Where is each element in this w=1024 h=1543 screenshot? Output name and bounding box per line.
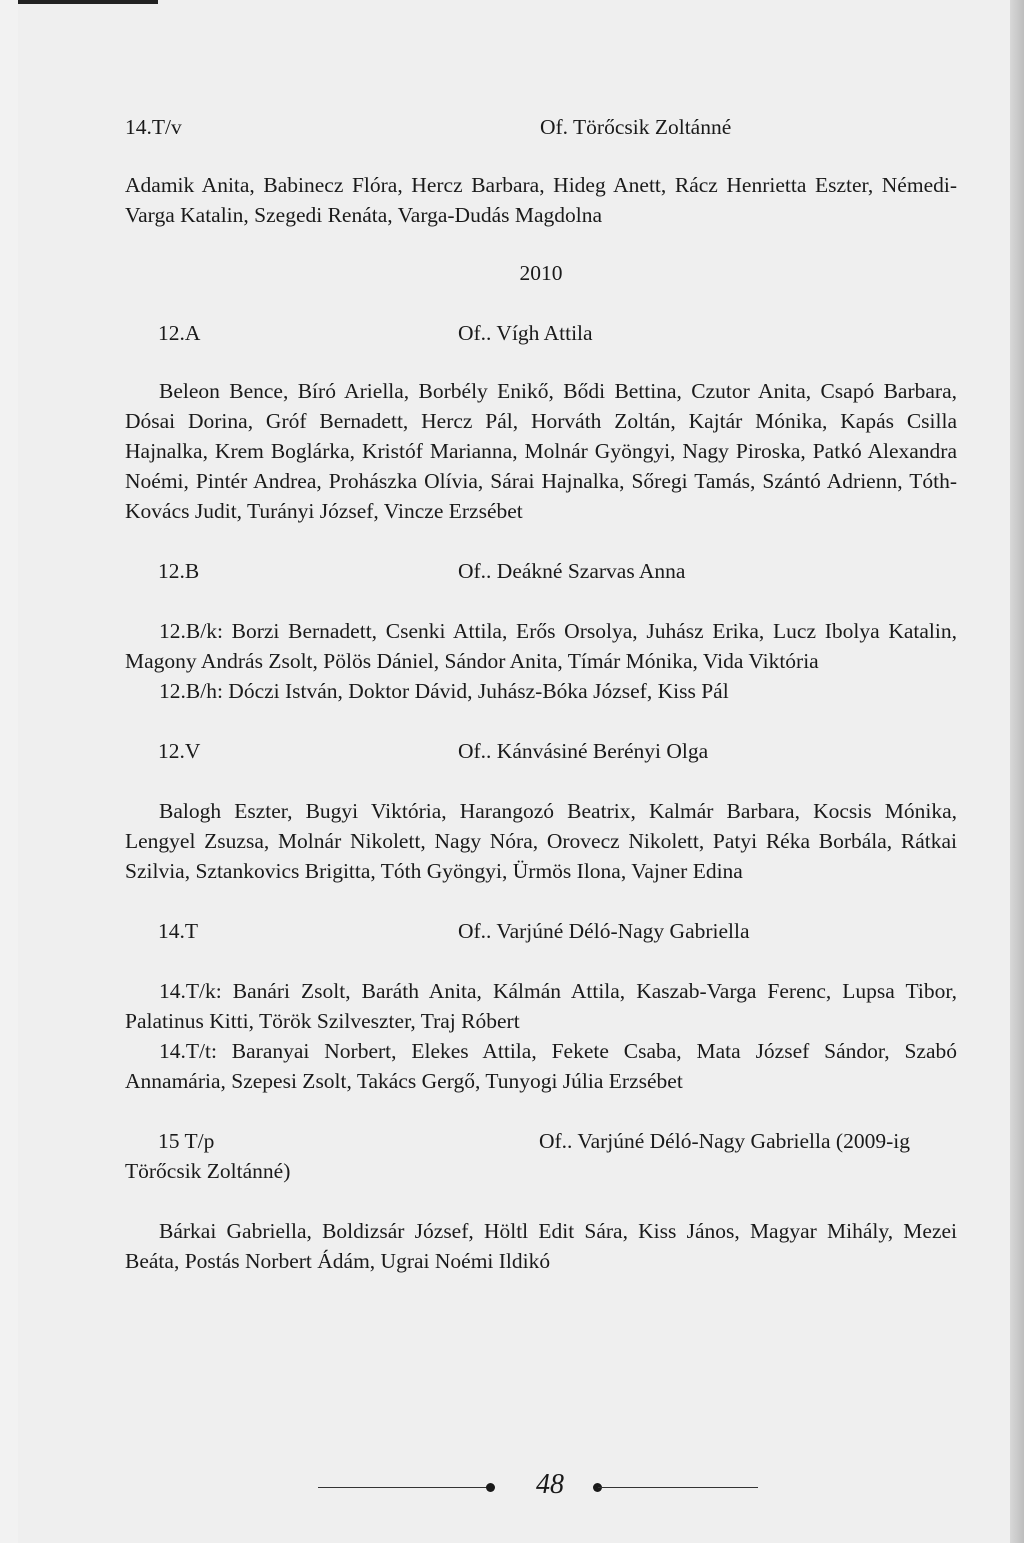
class-code: 14.T/v [125, 115, 182, 139]
class-code: 15 T/p [158, 1129, 215, 1153]
class-heading-14t [125, 916, 957, 946]
footer-bullet-left [486, 1483, 495, 1492]
student-list: Adamik Anita, Babinecz Flóra, Hercz Barbara, Hideg Anett, Rácz Henrietta Eszter, Némedi-Varga Katalin, Szegedi Renáta, Varga-Dudás Magdolna [125, 173, 957, 227]
head-teacher-note: Törőcsik Zoltánné) [125, 1159, 291, 1183]
student-list-t: 14.T/t: Baranyai Norbert, Elekes Attila, Fekete Csaba, Mata József Sándor, Szabó Annamária, Szepesi Zsolt, Takács Gergő, Tunyogi Júlia Erzsébet [125, 1039, 957, 1093]
footer-rule-left [318, 1487, 488, 1488]
student-list-h: 12.B/h: Dóczi István, Doktor Dávid, Juhász-Bóka József, Kiss Pál [159, 679, 729, 703]
head-teacher: Of.. Vígh Attila [458, 321, 593, 345]
class-code: 12.B [158, 559, 200, 583]
student-list: Beleon Bence, Bíró Ariella, Borbély Enikő, Bődi Bettina, Czutor Anita, Csapó Barbara, Dósai Dorina, Gróf Bernadett, Hercz Pál, Horváth Zoltán, Kajtár Mónika, Kapás Csilla Hajnalka, Krem Boglárka, Kristóf Marianna, Molnár Gyöngyi, Nagy Piroska, Patkó Alexandra Noémi, Pintér Andrea, Prohászka Olívia, Sárai Hajnalka, Sőregi Tamás, Szántó Adrienn, Tóth-Kovács Judit, Turányi József, Vincze Erzsébet [125, 379, 957, 523]
head-teacher-continued [125, 1156, 957, 1186]
student-list: Bárkai Gabriella, Boldizsár József, Höltl Edit Sára, Kiss János, Magyar Mihály, Mezei Beáta, Postás Norbert Ádám, Ugrai Noémi Ildikó [125, 1219, 957, 1273]
footer-rule-right [598, 1487, 758, 1488]
page-footer [0, 1465, 1024, 1505]
head-teacher: Of.. Varjúné Déló-Nagy Gabriella [458, 919, 750, 943]
page-edge [1010, 0, 1024, 1543]
class-code: 12.A [158, 321, 201, 345]
page-content [125, 112, 957, 1276]
class-code: 14.T [158, 919, 199, 943]
class-heading-14tv [125, 112, 957, 142]
page-number: 48 [536, 1469, 564, 1500]
student-list-k: 14.T/k: Banári Zsolt, Baráth Anita, Kálmán Attila, Kaszab-Varga Ferenc, Lupsa Tibor, Palatinus Kitti, Török Szilveszter, Traj Róbert [125, 979, 957, 1033]
class-heading-12a [125, 318, 957, 348]
head-teacher: Of.. Deákné Szarvas Anna [458, 559, 686, 583]
head-teacher: Of.. Varjúné Déló-Nagy Gabriella (2009-ig [539, 1129, 910, 1153]
student-list: Balogh Eszter, Bugyi Viktória, Harangozó Beatrix, Kalmár Barbara, Kocsis Mónika, Lengyel Zsuzsa, Molnár Nikolett, Nagy Nóra, Orovecz Nikolett, Patyi Réka Borbála, Rátkai Szilvia, Sztankovics Brigitta, Tóth Gyöngyi, Ürmös Ilona, Vajner Edina [125, 799, 957, 883]
class-heading-12b [125, 556, 957, 586]
class-code: 12.V [158, 739, 201, 763]
head-teacher: Of.. Kánvásiné Berényi Olga [458, 739, 709, 763]
class-heading-15tp [125, 1126, 957, 1156]
year-heading: 2010 [519, 261, 563, 285]
head-teacher: Of. Törőcsik Zoltánné [540, 115, 732, 139]
student-list-k: 12.B/k: Borzi Bernadett, Csenki Attila, Erős Orsolya, Juhász Erika, Lucz Ibolya Katalin, Magony András Zsolt, Pölös Dániel, Sándor Anita, Tímár Mónika, Vida Viktória [125, 619, 957, 673]
scan-edge-mark [18, 0, 158, 4]
class-heading-12v [125, 736, 957, 766]
